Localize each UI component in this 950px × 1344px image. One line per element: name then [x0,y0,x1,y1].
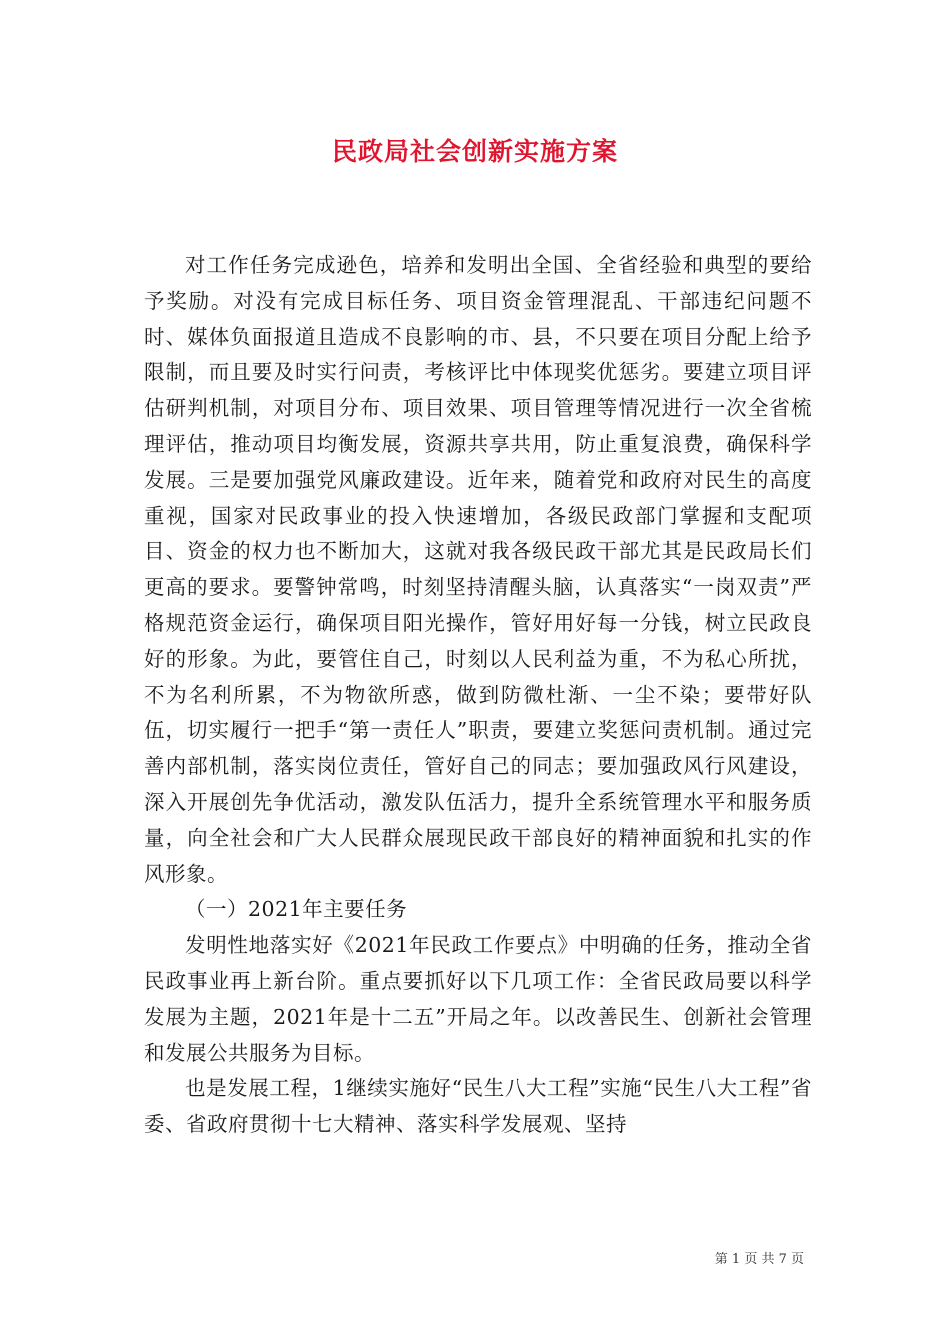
body-paragraph: 对工作任务完成逊色，培养和发明出全国、全省经验和典型的要给予奖励。对没有完成目标任务、项目资金管理混乱、干部违纪问题不时、媒体负面报道且造成不良影响的市、县，不只要在项目分配上给予限制，而且要及时实行问责，考核评比中体现奖优惩劣。要建立项目评估研判机制，对项目分布、项目效果、项目管理等情况进行一次全省梳理评估，推动项目均衡发展，资源共享共用，防止重复浪费，确保科学发展。三是要加强党风廉政建设。近年来，随着党和政府对民生的高度重视，国家对民政事业的投入快速增加，各级民政部门掌握和支配项目、资金的权力也不断加大，这就对我各级民政干部尤其是民政局长们更高的要求。要警钟常鸣，时刻坚持清醒头脑，认真落实“一岗双责”严格规范资金运行，确保项目阳光操作，管好用好每一分钱，树立民政良好的形象。为此，要管住自己，时刻以人民利益为重，不为私心所扰，不为名利所累，不为物欲所惑，做到防微杜渐、一尘不染；要带好队伍，切实履行一把手“第一责任人”职责，要建立奖惩问责机制。通过完善内部机制，落实岗位责任，管好自己的同志；要加强政风行风建设，深入开展创先争优活动，激发队伍活力，提升全系统管理水平和服务质量，向全社会和广大人民群众展现民政干部良好的精神面貌和扎实的作风形象。 [144,253,812,886]
section-heading: （一）2021年主要任务 [185,897,408,922]
page-number: 第 1 页 共 7 页 [714,1252,804,1267]
document-title: 民政局社会创新实施方案 [331,137,618,166]
document-body [144,248,812,1143]
body-paragraph: 也是发展工程，1继续实施好“民生八大工程”实施“民生八大工程”省委、省政府贯彻十七大精神、落实科学发展观、坚持 [144,1076,812,1137]
body-paragraph: 发明性地落实好《2021年民政工作要点》中明确的任务，推动全省民政事业再上新台阶。重点要抓好以下几项工作：全省民政局要以科学发展为主题，2021年是十二五”开局之年。以改善民生、创新社会管理和发展公共服务为目标。 [144,933,812,1065]
